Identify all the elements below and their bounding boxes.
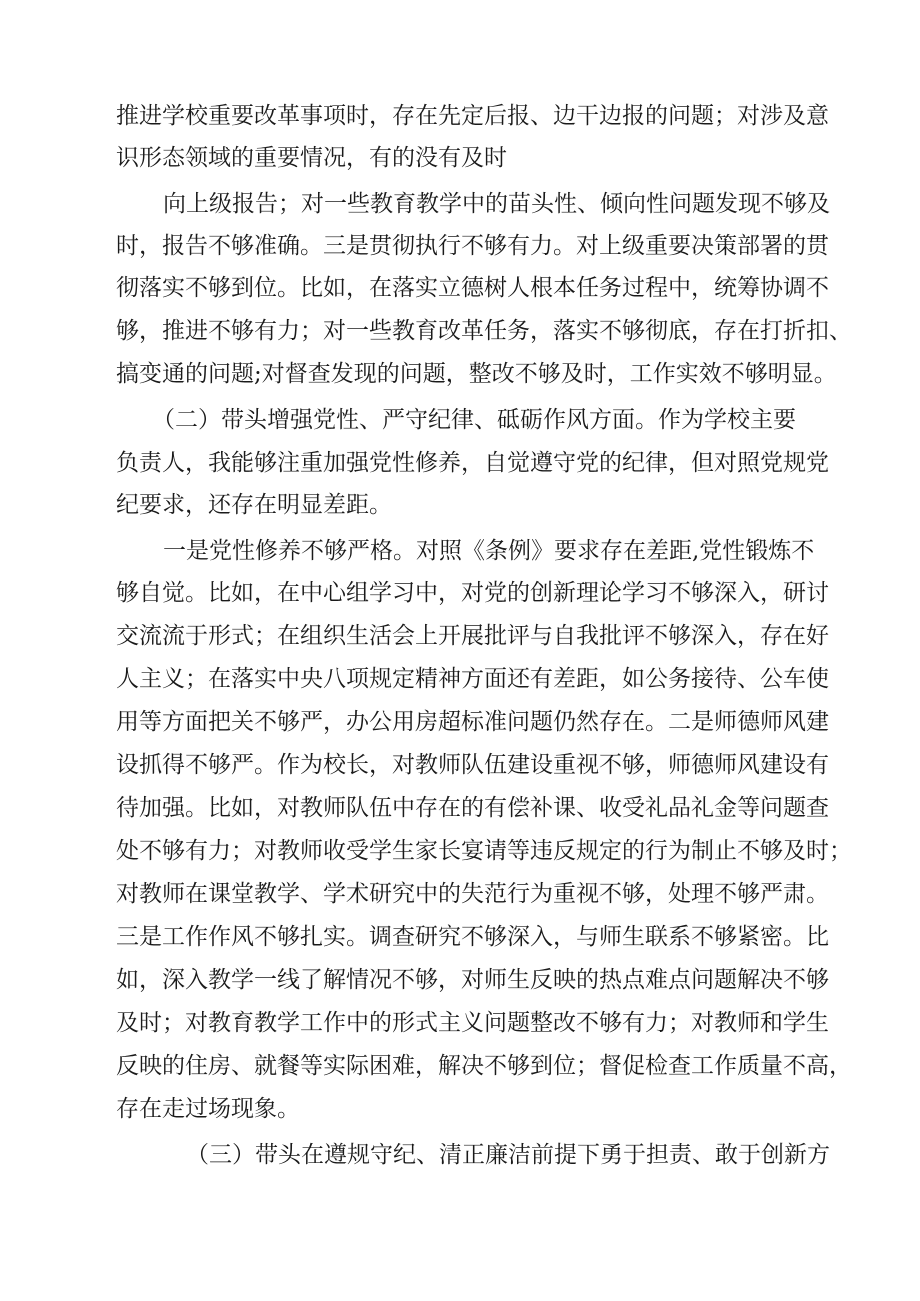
paragraph-line-22: 及时；对教育教学工作中的形式主义问题整改不够有力；对教师和学生	[116, 1010, 829, 1036]
paragraph-line-11: 一是党性修养不够严格。对照《条例》要求存在差距,党性锻炼不	[163, 538, 815, 564]
paragraph-line-9: 负责人，我能够注重加强党性修养，自觉遵守党的纪律，但对照党规党	[116, 450, 829, 476]
paragraph-line-17: 待加强。比如，对教师队伍中存在的有偿补课、收受礼品礼金等问题查	[116, 795, 829, 821]
paragraph-line-24: 存在走过场现象。	[116, 1096, 300, 1122]
paragraph-line-12: 够自觉。比如，在中心组学习中，对党的创新理论学习不够深入，研讨	[116, 580, 829, 606]
paragraph-line-21: 如，深入教学一线了解情况不够，对师生反映的热点难点问题解决不够	[116, 967, 829, 993]
paragraph-line-16: 设抓得不够严。作为校长，对教师队伍建设重视不够，师德师风建设有	[116, 752, 829, 778]
paragraph-line-23: 反映的住房、就餐等实际困难，解决不够到位；督促检查工作质量不高，	[116, 1053, 852, 1079]
section-heading-3: （三）带头在遵规守纪、清正廉洁前提下勇于担责、敢于创新方	[186, 1142, 830, 1168]
paragraph-line-2: 识形态领域的重要情况，有的没有及时	[116, 145, 507, 171]
paragraph-line-1: 推进学校重要改革事项时，存在先定后报、边干边报的问题；对涉及意	[116, 103, 829, 129]
paragraph-line-19: 对教师在课堂教学、学术研究中的失范行为重视不够，处理不够严肃。	[116, 881, 829, 907]
paragraph-line-18: 处不够有力；对教师收受学生家长宴请等违反规定的行为制止不够及时；	[116, 838, 852, 864]
section-heading-2: （二）带头增强党性、严守纪律、砥砺作风方面。作为学校主要	[152, 407, 796, 433]
paragraph-line-15: 用等方面把关不够严，办公用房超标准问题仍然存在。二是师德师风建	[116, 709, 829, 735]
paragraph-line-10: 纪要求，还存在明显差距。	[116, 492, 392, 518]
paragraph-line-20: 三是工作作风不够扎实。调查研究不够深入，与师生联系不够紧密。比	[116, 924, 829, 950]
paragraph-line-14: 人主义；在落实中央八项规定精神方面还有差距，如公务接待、公车使	[116, 666, 829, 692]
paragraph-line-3: 向上级报告；对一些教育教学中的苗头性、倾向性问题发现不够及	[163, 191, 830, 217]
paragraph-line-13: 交流流于形式；在组织生活会上开展批评与自我批评不够深入，存在好	[116, 623, 829, 649]
paragraph-line-5: 彻落实不够到位。比如，在落实立德树人根本任务过程中，统筹协调不	[116, 275, 829, 301]
paragraph-line-4: 时，报告不够准确。三是贯彻执行不够有力。对上级重要决策部署的贯	[116, 233, 829, 259]
paragraph-line-6: 够，推进不够有力；对一些教育改革任务，落实不够彻底，存在打折扣、	[116, 318, 852, 344]
paragraph-line-7: 搞变通的问题;对督查发现的问题，整改不够及时，工作实效不够明显。	[116, 361, 837, 387]
